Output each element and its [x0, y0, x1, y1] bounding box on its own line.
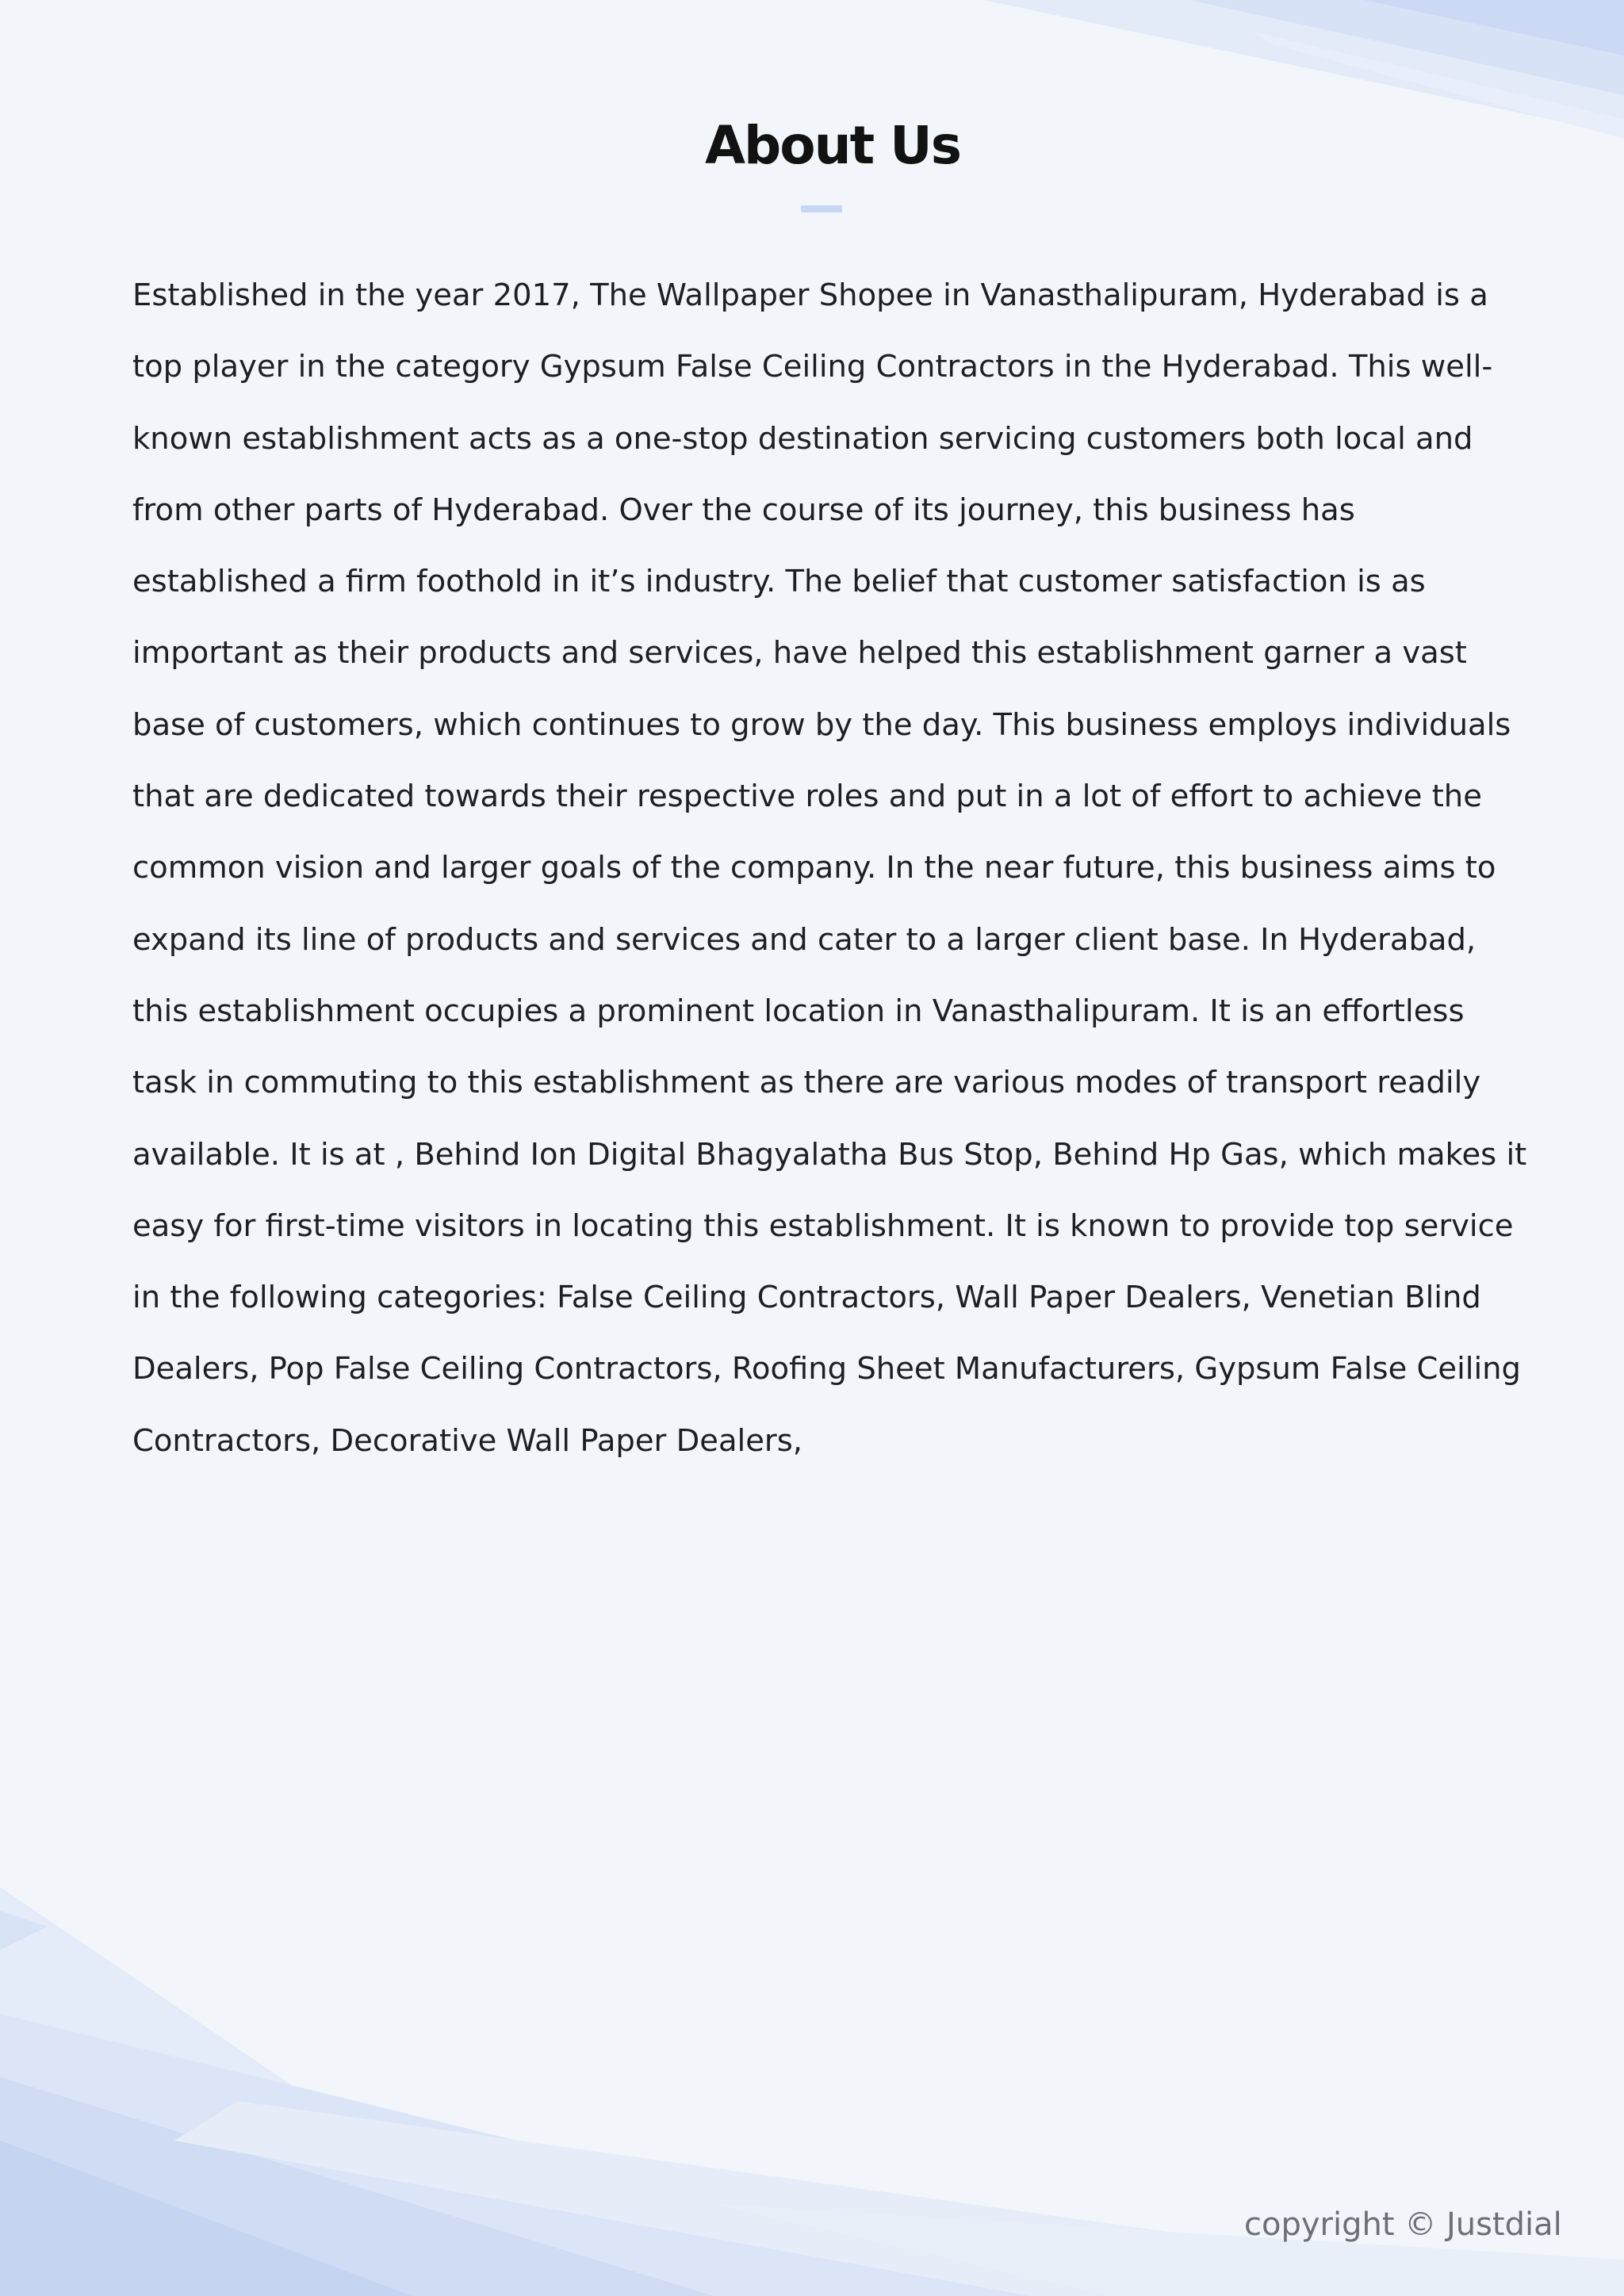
about-paragraph: Established in the year 2017, The Wallpaper Shopee in Vanasthalipuram, Hyderabad is a top player in the category Gypsum False Ceiling Contractors in the Hyderabad. This well-known establishment acts as a one-stop destination servicing customers both local and from other parts of Hyderabad. Over the course of its journey, this business has established a firm foothold in it’s industry. The belief that customer satisfaction is as important as their products and services, have helped this establishment garner a vast base of customers, which continues to grow by the day. This business employs individuals that are dedicated towards their respective roles and put in a lot of effort to achieve the common vision and larger goals of the company. In the near future, this business aims to expand its line of products and services and cater to a larger client base. In Hyderabad, this establishment occupies a prominent location in Vanasthalipuram. It is an effortless task in commuting to this establishment as there are various modes of transport readily available. It is at , Behind Ion Digital Bhagyalatha Bus Stop, Behind Hp Gas, which makes it easy for first-time visitors in locating this establishment. It is known to provide top service in the following categories: False Ceiling Contractors, Wall Paper Dealers, Venetian Blind Dealers, Pop False Ceiling Contractors, Roofing Sheet Manufacturers, Gypsum False Ceiling Contractors, Decorative Wall Paper Dealers,	[132, 277, 1527, 1459]
copyright-text: copyright © Justdial	[1244, 2206, 1562, 2243]
page-title: About Us	[704, 115, 961, 176]
title-underline	[801, 205, 842, 212]
